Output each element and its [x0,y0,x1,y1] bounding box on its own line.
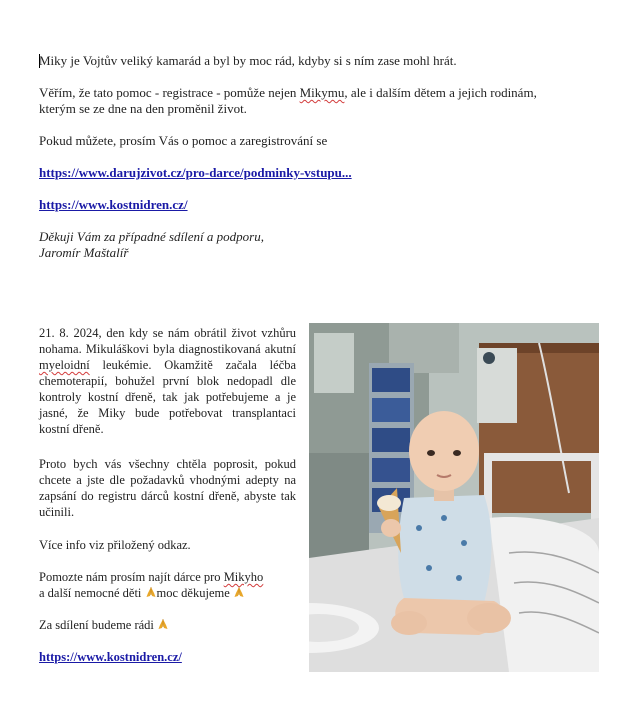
link-darujzivot[interactable]: https://www.darujzivot.cz/pro-darce/podminky-vstupu... [39,165,352,180]
request-line: Pokud můžete, prosím Vás o pomoc a zaregistrování se [39,133,328,148]
name-mikymu: Mikymu [299,85,345,100]
prayer-icon [233,586,245,598]
find-donor-paragraph: Pomozte nám prosím najít dárce pro Mikyho a další nemocné děti moc děkujeme [39,570,264,600]
help-paragraph: Věřím, že tato pomoc - registrace - pomůže nejen Mikymu, ale i dalším dětem a jejich rodinám, kterým se ze dne na den proměnil život. [39,85,537,116]
link-kostnidren-bottom[interactable]: https://www.kostnidren.cz/ [39,650,182,664]
donor-request-paragraph: Proto bych vás všechny chtěla poprosit, pokud chcete a jste dle požadavků vhodnými adepty na zapsání do registru dárců kostní dřeně, abyste tak učinili. [39,457,296,519]
request-column [39,456,296,520]
word-myeloidni: myeloidní [39,358,90,372]
more-info: Více info viz přiložený odkaz. [39,538,191,552]
child-photo [309,323,599,672]
prayer-icon [145,586,157,598]
share-line: Za sdílení budeme rádi [39,617,296,633]
diagnosis-paragraph: 21. 8. 2024, den kdy se nám obrátil život vzhůru nohama. Mikuláškovi byla diagnostikovaná akutní myeloidní leukémie. Okamžitě začala léčba chemoterapií, bohužel první blok nedopadl dle kontroly kostní dřeně, tak jak potřebujeme a je jasné, že Miky bude potřebovat transplantaci kostní dřeně. [39,326,296,436]
child-hospital-image [309,323,599,672]
prayer-icon [157,618,169,630]
intro-line: Miky je Vojtův veliký kamarád a byl by moc rád, kdyby si s ním zase mohl hrát. [39,53,457,68]
story-column [39,325,296,437]
name-mikyho: Mikyho [223,570,264,584]
link-kostnidren-top[interactable]: https://www.kostnidren.cz/ [39,197,188,212]
thanks-signature: Děkuji Vám za případné sdílení a podporu, Jaromír Maštalíř [39,229,264,260]
